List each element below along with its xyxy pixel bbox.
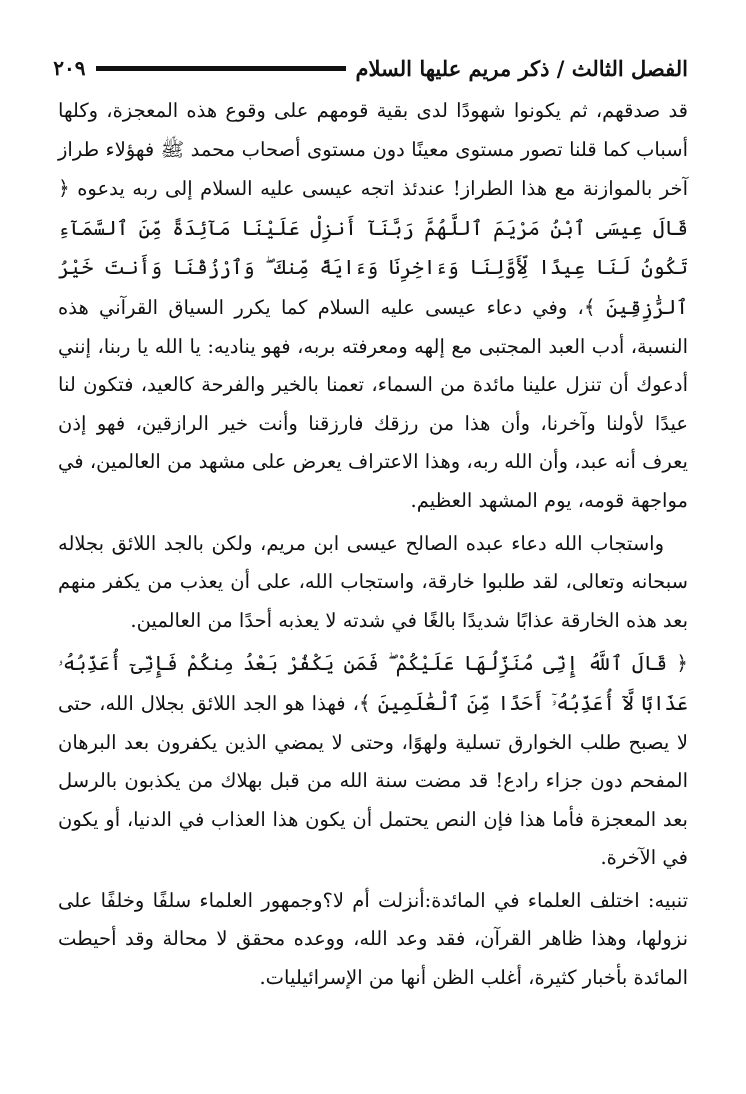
paragraph-text: ، وفي دعاء عيسى عليه السلام كما يكرر السياق القرآني هذه النسبة، أدب العبد المجتبى مع إلهه ومعرفته بربه، فهو يناديه: يا الله يا ربنا، إنني أدعوك أن تنزل علينا مائدة من السماء، تعمنا بالخير والفرحة كالعيد، فتكون لنا عيدًا لأولنا وآخرنا، وأن هذا من رزقك فارزقنا وأنت خير الرازقين، فهو إذن يعرف أنه عبد، وأن الله ربه، وهذا الاعتراف يعرض على مشهد من العالمين، في مواجهة قومه، يوم المشهد العظيم.: [58, 295, 688, 512]
page-number: ٢٠٩: [53, 56, 86, 80]
header-rule: [96, 66, 346, 71]
book-page: [53, 48, 688, 998]
paragraph-text: ، فهذا هو الجد اللائق بجلال الله، حتى لا يصبح طلب الخوارق تسلية ولهوًا، وحتى لا يمضي الذين يكفرون بعد البرهان المفحم دون جزاء رادع! قد مضت سنة الله من قبل بهلاك من يكذبون بالرسل بعد المعجزة فأما هذا فإن النص يحتمل أن يكون هذا العذاب في الدنيا، أو يكون في الآخرة.: [58, 691, 688, 870]
paragraph-4-note: [58, 882, 688, 998]
paragraph-3: [58, 644, 688, 878]
paragraph-1: [58, 92, 688, 521]
chapter-title: الفصل الثالث / ذكر مريم عليها السلام: [355, 55, 688, 81]
running-header: [53, 48, 688, 88]
paragraph-text: واستجاب الله دعاء عبده الصالح عيسى ابن مريم، ولكن بالجد اللائق بجلاله سبحانه وتعالى، لقد طلبوا خارقة، واستجاب الله، على أن يعذب من يكفر منهم بعد هذه الخارقة عذابًا شديدًا بالغًا في شدته لا يعذبه أحدًا من العالمين.: [58, 531, 688, 632]
paragraph-text: قد صدقهم، ثم يكونوا شهودًا لدى بقية قومهم على وقوع هذه المعجزة، وكلها أسباب كما قلنا تصور مستوى معينًا دون مستوى أصحاب محمد ﷺ فهؤلاء طراز آخر بالموازنة مع هذا الطراز! عندئذ اتجه عيسى عليه السلام إلى ربه يدعوه: [58, 99, 688, 201]
body-text: [58, 92, 688, 998]
paragraph-text: تنبيه: اختلف العلماء في المائدة:أنزلت أم لا؟وجمهور العلماء سلفًا وخلفًا على نزولها، وهذا ظاهر القرآن، فقد وعد الله، ووعده محقق لا محالة وقد أحيطت المائدة بأخبار كثيرة، أغلب الظن أنها من الإسرائيليات.: [58, 888, 688, 990]
paragraph-2: [58, 525, 688, 641]
quran-verse: ﴿ قَالَ عِيسَى ٱبْنُ مَرْيَمَ ٱللَّهُمَّ رَبَّنَآ أَنزِلْ عَلَيْنَا مَآئِدَةً مِّنَ ٱلسَّمَآءِ تَكُونُ لَنَا عِيدًا لِّأَوَّلِنَا وَءَاخِرِنَا وَءَايَةً مِّنكَ ۖ وَٱرْزُقْنَا وَأَنتَ خَيْرُ ٱلرَّٰزِقِينَ ﴾: [58, 176, 688, 319]
quran-verse: ﴿ قَالَ ٱللَّهُ إِنِّى مُنَزِّلُهَا عَلَيْكُمْ ۖ فَمَن يَكْفُرْ بَعْدُ مِنكُمْ فَإِنِّىٓ أُعَذِّبُهُۥ عَذَابًا لَّآ أُعَذِّبُهُۥٓ أَحَدًا مِّنَ ٱلْعَٰلَمِينَ ﴾: [58, 651, 688, 715]
